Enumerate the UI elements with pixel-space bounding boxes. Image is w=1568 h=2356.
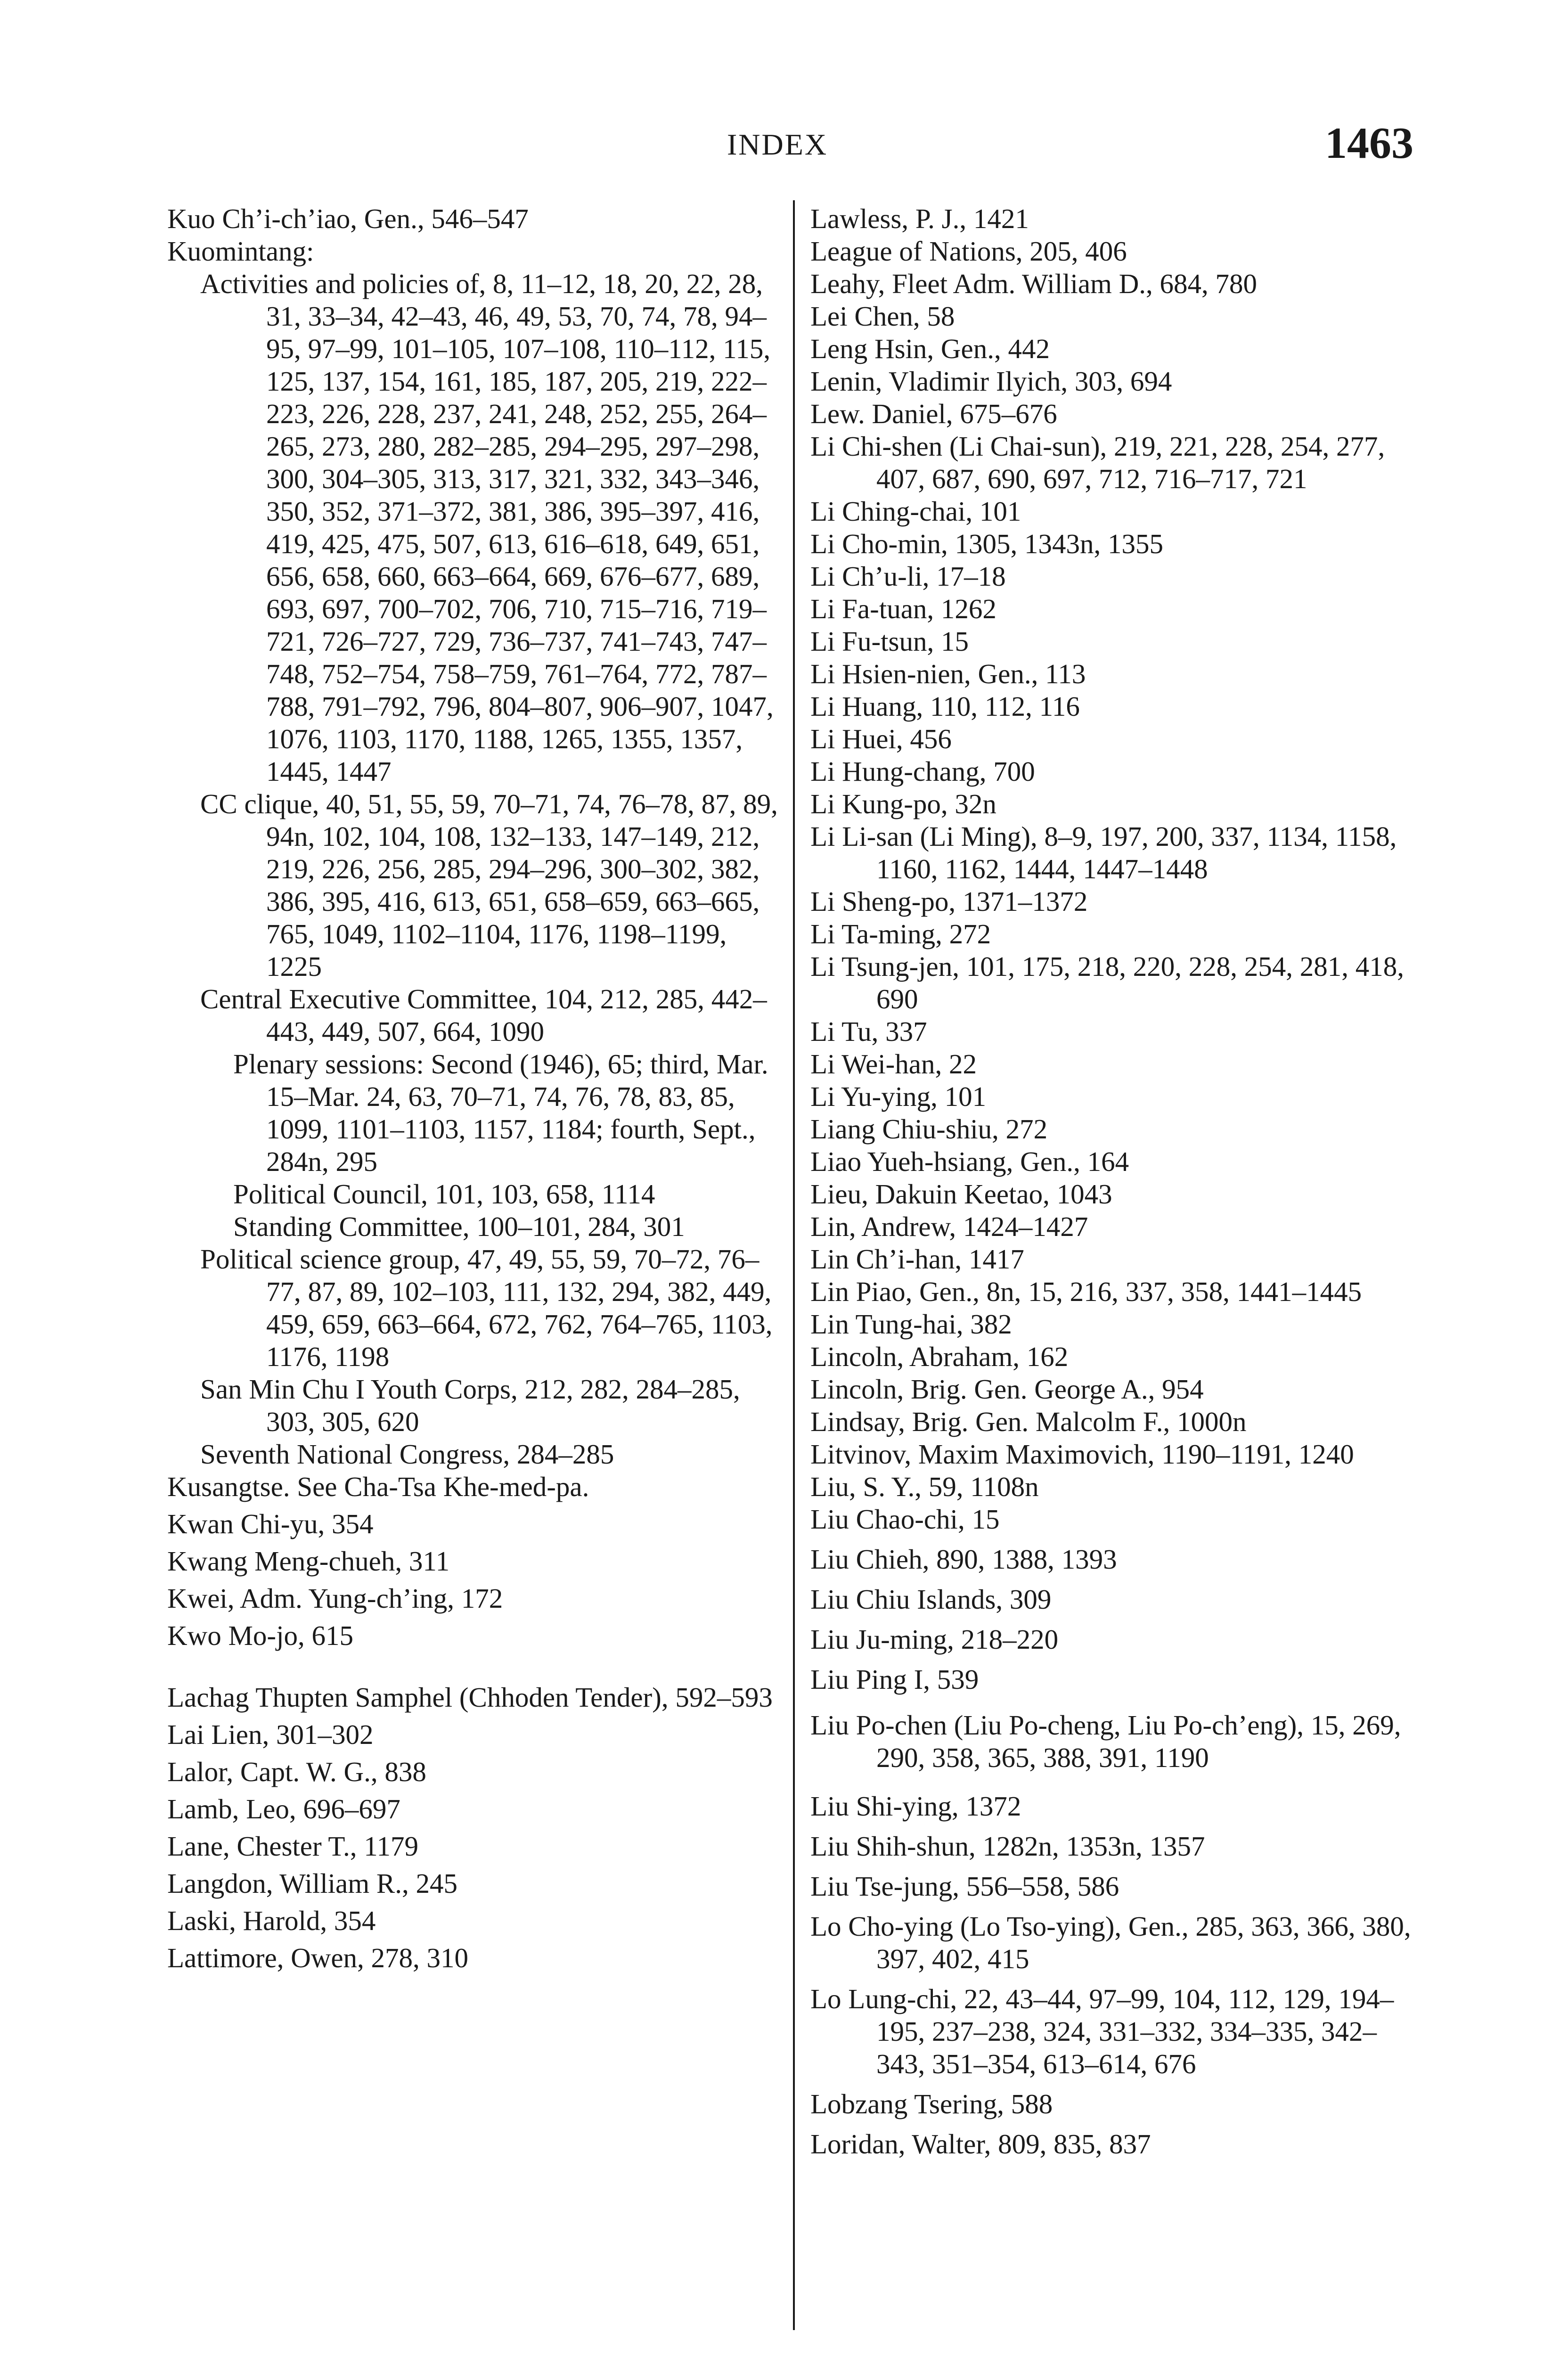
index-entry: Langdon, William R., 245 xyxy=(167,1868,457,1899)
index-entry: Li Cho-min, 1305, 1343n, 1355 xyxy=(810,528,1163,559)
index-entry: Liu Chieh, 890, 1388, 1393 xyxy=(810,1544,1117,1575)
index-entry: Kusangtse. See Cha-Tsa Khe-med-pa. xyxy=(167,1471,589,1502)
index-entry: Lane, Chester T., 1179 xyxy=(167,1831,419,1862)
index-entry: Lai Lien, 301–302 xyxy=(167,1719,374,1750)
index-entry: Li Hsien-nien, Gen., 113 xyxy=(810,658,1086,689)
index-entry: Liu Tse-jung, 556–558, 586 xyxy=(810,1871,1119,1902)
index-entry: Leng Hsin, Gen., 442 xyxy=(810,333,1050,364)
index-entry: Li Li-san (Li Ming), 8–9, 197, 200, 337, 1134, 1158, 1160, 1162, 1444, 1447–1448 xyxy=(810,821,1397,884)
index-entry: Kwan Chi-yu, 354 xyxy=(167,1508,374,1539)
column-divider xyxy=(793,200,795,2330)
index-entry: Kuomintang: xyxy=(167,236,314,267)
index-entry: Li Wei-han, 22 xyxy=(810,1048,977,1080)
index-entry: Liu Chiu Islands, 309 xyxy=(810,1584,1052,1615)
index-entry: Li Kung-po, 32n xyxy=(810,788,996,819)
index-entry: Lamb, Leo, 696–697 xyxy=(167,1793,400,1824)
index-subsubentry: Political Council, 101, 103, 658, 1114 xyxy=(233,1178,655,1210)
index-entry: Lenin, Vladimir Ilyich, 303, 694 xyxy=(810,366,1172,397)
index-entry: Li Sheng-po, 1371–1372 xyxy=(810,886,1088,917)
index-entry: Litvinov, Maxim Maximovich, 1190–1191, 1240 xyxy=(810,1439,1354,1470)
index-entry: Laski, Harold, 354 xyxy=(167,1905,376,1936)
left-index-column xyxy=(167,203,784,1974)
index-entry: Lattimore, Owen, 278, 310 xyxy=(167,1942,469,1973)
index-entry: Lin Tung-hai, 382 xyxy=(810,1309,1012,1340)
index-entry: Li Tu, 337 xyxy=(810,1016,927,1047)
index-entry: Liu Shih-shun, 1282n, 1353n, 1357 xyxy=(810,1831,1205,1862)
index-entry: League of Nations, 205, 406 xyxy=(810,236,1127,267)
index-entry: Kuo Ch’i-ch’iao, Gen., 546–547 xyxy=(167,203,529,234)
index-entry: Li Ch’u-li, 17–18 xyxy=(810,561,1006,592)
index-entry: Lobzang Tsering, 588 xyxy=(810,2088,1053,2119)
index-subentry: Seventh National Congress, 284–285 xyxy=(200,1439,614,1470)
index-entry: Loridan, Walter, 809, 835, 837 xyxy=(810,2128,1151,2160)
index-entry: Lachag Thupten Samphel (Chhoden Tender), 592–593 xyxy=(167,1682,773,1713)
index-entry: Li Ta-ming, 272 xyxy=(810,918,991,949)
index-subentry: Political science group, 47, 49, 55, 59, 70–72, 76–77, 87, 89, 102–103, 111, 132, 294, 382, 449, 459, 659, 663–664, 672, 762, 764–765, 1103, 1176, 1198 xyxy=(200,1243,773,1372)
index-entry: Lin Piao, Gen., 8n, 15, 216, 337, 358, 1441–1445 xyxy=(810,1276,1362,1307)
index-entry: Liu Chao-chi, 15 xyxy=(810,1504,1000,1535)
index-subsubentry: Plenary sessions: Second (1946), 65; third, Mar. 15–Mar. 24, 63, 70–71, 74, 76, 78, 83, 85, 1099, 1101–1103, 1157, 1184; fourth, Sept., 284n, 295 xyxy=(233,1048,768,1177)
index-entry: Li Ching-chai, 101 xyxy=(810,496,1021,527)
index-entry: Lin Ch’i-han, 1417 xyxy=(810,1243,1024,1275)
index-entry: Kwei, Adm. Yung-ch’ing, 172 xyxy=(167,1583,503,1614)
index-entry: Liu, S. Y., 59, 1108n xyxy=(810,1471,1039,1502)
index-subsubentry: Standing Committee, 100–101, 284, 301 xyxy=(233,1211,685,1242)
index-entry: Lew. Daniel, 675–676 xyxy=(810,398,1057,429)
index-entry: Li Huei, 456 xyxy=(810,723,952,754)
index-entry: Lin, Andrew, 1424–1427 xyxy=(810,1211,1088,1242)
index-entry: Leahy, Fleet Adm. William D., 684, 780 xyxy=(810,268,1258,299)
index-entry: Lincoln, Brig. Gen. George A., 954 xyxy=(810,1374,1204,1405)
index-entry: Lalor, Capt. W. G., 838 xyxy=(167,1756,426,1787)
index-entry: Li Hung-chang, 700 xyxy=(810,756,1035,787)
index-entry: Lieu, Dakuin Keetao, 1043 xyxy=(810,1178,1112,1210)
index-entry: Li Tsung-jen, 101, 175, 218, 220, 228, 254, 281, 418, 690 xyxy=(810,951,1404,1014)
index-entry: Liu Ju-ming, 218–220 xyxy=(810,1624,1059,1655)
index-entry: Lawless, P. J., 1421 xyxy=(810,203,1029,234)
index-entry: Li Fa-tuan, 1262 xyxy=(810,593,996,624)
index-entry: Li Huang, 110, 112, 116 xyxy=(810,691,1080,722)
index-entry: Lo Lung-chi, 22, 43–44, 97–99, 104, 112, 129, 194–195, 237–238, 324, 331–332, 334–335, 342–343, 351–354, 613–614, 676 xyxy=(810,1983,1394,2079)
index-entry: Li Yu-ying, 101 xyxy=(810,1081,987,1112)
index-entry: Liu Shi-ying, 1372 xyxy=(810,1791,1021,1822)
running-head xyxy=(0,118,1568,170)
index-entry: Liu Po-chen (Liu Po-cheng, Liu Po-ch’eng), 15, 269, 290, 358, 365, 388, 391, 1190 xyxy=(810,1710,1401,1773)
index-entry: Kwang Meng-chueh, 311 xyxy=(167,1546,450,1577)
index-entry: Lincoln, Abraham, 162 xyxy=(810,1341,1069,1372)
index-entry: Liao Yueh-hsiang, Gen., 164 xyxy=(810,1146,1129,1177)
page-number: 1463 xyxy=(1325,119,1413,168)
index-entry: Lindsay, Brig. Gen. Malcolm F., 1000n xyxy=(810,1406,1247,1437)
index-subentry: Activities and policies of, 8, 11–12, 18, 20, 22, 28, 31, 33–34, 42–43, 46, 49, 53, 70, 74, 78, 94–95, 97–99, 101–105, 107–108, 110–112, 115, 125, 137, 154, 161, 185, 187, 205, 219, 222–223, 226, 228, 237, 241, 248, 252, 255, 264–265, 273, 280, 282–285, 294–295, 297–298, 300, 304–305, 313, 317, 321, 332, 343–346, 350, 352, 371–372, 381, 386, 395–397, 416, 419, 425, 475, 507, 613, 616–618, 649, 651, 656, 658, 660, 663–664, 669, 676–677, 689, 693, 697, 700–702, 706, 710, 715–716, 719–721, 726–727, 729, 736–737, 741–743, 747–748, 752–754, 758–759, 761–764, 772, 787–788, 791–792, 796, 804–807, 906–907, 1047, 1076, 1103, 1170, 1188, 1265, 1355, 1357, 1445, 1447 xyxy=(200,268,774,787)
right-index-column xyxy=(810,203,1418,2160)
index-entry: Kwo Mo-jo, 615 xyxy=(167,1620,353,1651)
index-entry: Li Chi-shen (Li Chai-sun), 219, 221, 228, 254, 277, 407, 687, 690, 697, 712, 716–717, 721 xyxy=(810,431,1385,494)
running-head-title: INDEX xyxy=(727,128,828,161)
index-entry: Lo Cho-ying (Lo Tso-ying), Gen., 285, 363, 366, 380, 397, 402, 415 xyxy=(810,1911,1411,1974)
index-subentry: San Min Chu I Youth Corps, 212, 282, 284–285, 303, 305, 620 xyxy=(200,1374,740,1437)
index-subentry: Central Executive Committee, 104, 212, 285, 442–443, 449, 507, 664, 1090 xyxy=(200,983,767,1047)
index-entry: Lei Chen, 58 xyxy=(810,301,955,332)
index-subentry: CC clique, 40, 51, 55, 59, 70–71, 74, 76–78, 87, 89, 94n, 102, 104, 108, 132–133, 147–149, 212, 219, 226, 256, 285, 294–296, 300–302, 382, 386, 395, 416, 613, 651, 658–659, 663–665, 765, 1049, 1102–1104, 1176, 1198–1199, 1225 xyxy=(200,788,778,982)
index-entry: Liu Ping I, 539 xyxy=(810,1664,979,1695)
index-entry: Li Fu-tsun, 15 xyxy=(810,626,969,657)
index-entry: Liang Chiu-shiu, 272 xyxy=(810,1113,1048,1145)
